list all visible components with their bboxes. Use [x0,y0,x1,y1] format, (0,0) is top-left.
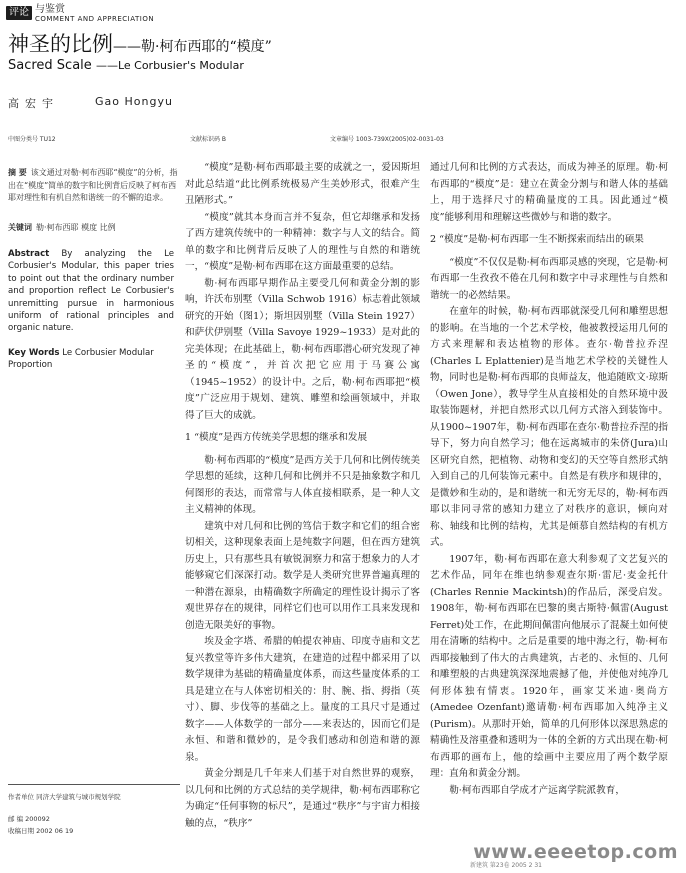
section-heading: 2 “模度”是勒·柯布西耶一生不断探索而结出的硕果 [430,234,644,245]
abstract-en-text: By analyzing the Le Corbusier's Modular, this paper tries to point out that the ordinary number and proportion reflect Le Corbusier's unremitting pursue in harmonious uniform of rational principles and organic nature. [8,249,174,334]
title-sub-cn: ——勒·柯布西耶的“模度” [113,39,272,55]
page-footer: 新建筑 第23卷 2005 2 31 [470,862,542,869]
body-column-middle [185,160,420,832]
body-paragraph: “模度”就其本身而言并不复杂，但它却继承和发扬了西方建筑传统中的一种精神：数字与人文的结合。简单的数字和比例背后反映了人的理性与自然的和谐统一，“模度”是勒·柯布西耶在这方面最重要的总结。 [185,211,420,272]
body-paragraph: 勒·柯布西耶自学成才产远离学院派教育， [449,784,625,796]
title-sub-en: ——Le Corbusier's Modular [95,59,244,72]
body-paragraph: “模度”是勒·柯布西耶最主要的成就之一，爱因斯坦对此总结道“此比例系统极易产生美妙形式，很难产生丑陋形式。” [185,162,420,206]
abstract-cn [8,166,178,205]
footnote-divider [8,784,180,785]
keywords-en-text: Le Corbusier Modular Proportion [8,348,154,371]
section-heading: 1 “模度”是西方传统美学思想的继承和发展 [185,432,368,443]
clc-number: 中图分类号 TU12 [8,136,56,143]
article-number: 文章编号 1003-739X(2005)02-0031-03 [330,136,444,143]
keywords-cn-label: 关键词 [8,222,32,232]
body-column-right [430,160,668,799]
received-date: 收稿日期 2002 06 19 [8,827,74,835]
abstract-en [8,248,174,335]
title-main-cn: 神圣的比例 [8,32,113,56]
postcode: 邮 编 200092 [8,815,50,823]
keywords-cn-text: 勒·柯布西耶 模度 比例 [36,223,116,232]
author-affiliation: 作者单位 同济大学建筑与城市规划学院 [8,793,121,801]
body-paragraph: 建筑中对几何和比例的笃信于数字和它们的组合密切相关，这种现象表面上是纯数字问题，但在西方建筑历史上，只有那些具有敏锐洞察力和富于想象力的人才能够窥它们深深打动。数学是人类研究世界普遍真理的一种潜在源泉，由精确数字所确定的理性设计揭示了客观世界存在的规律，同样它们也可以用作工具来发现和创造无限美好的事物。 [185,520,420,631]
document-code: 文献标识码 B [190,136,227,143]
body-paragraph: 勒·柯布西耶的“模度”是西方关于几何和比例传统美学思想的延续，这种几何和比例并不只是抽象数字和几何图形的表达，而常常与人体直接相联系，是一种人文主义精神的体现。 [185,454,420,515]
abstract-cn-label: 摘 要 [8,167,27,177]
body-paragraph: 1907年，勒·柯布西耶在意大利参观了文艺复兴的艺术作品，同年在维也纳参观查尔斯·雷尼·麦金托什(Charles Rennie Mackintsh)的作品后，深受启发。1908年，勒·柯布西耶在巴黎的奥古斯特·佩雷(August Ferret)处工作，在此期间佩雷向他展示了混凝土如何使用在清晰的结构中。之后是重要的地中海之行，勒·柯布西耶接触到了伟大的古典建筑，古老的、永恒的、几何和雕塑般的古典建筑深深地震撼了他，并使他对纯净几何形体独有情衷。1920年，画家艾米迪·奥尚方(Amedee Ozenfant)邀请勒·柯布西耶加入纯净主义(Purism)。从那时开始，简单的几何形体以深思熟虑的精确性及溶重叠和透明为一体的全新的方式出现在勒·柯布西耶的画布上，他的绘画中主要应用了两个数学原理：直角和黄金分割。 [430,553,668,779]
abstract-cn-text: 该文通过对勒·柯布西耶“模度”的分析，指出在“模度”简单的数字和比例背后反映了柯布西耶对理性和有机自然和谐统一的不懈的追求。 [8,168,178,202]
column-badge: 评论 [6,6,32,20]
article-title-cn [8,31,272,60]
body-paragraph: 在童年的时候，勒·柯布西耶就深受几何和雕塑思想的影响。在当地的一个艺术学校，他被教授运用几何的方式来理解和表达植物的形体。查尔·勒普拉乔涅(Charles L Eplattenier)是当地艺术学校的关键性人物，同时也是勒·柯布西耶的良师益友，他追随欧文·琼斯（Owen Jone），教导学生从直接相处的自然环境中汲取装饰题材，并把自然形式以几何方式溶入到装饰中。从1900~1907年，勒·柯布西耶在查尔·勒普拉乔涅的指导下，努力向自然学习；他在远离城市的朱侪(Jura)山区研究自然，把植物、动物和变幻的天空等自然形式纳入到自己的几何装饰元素中。自然是有秩序和规律的，是微妙和生动的，是和谐统一和无穷无尽的，勒·柯布西耶以非同寻常的感知力建立了对秩序的意识，倾向对称、轴线和比例的结构，尤其是倾慕自然结构的有机方式。 [430,306,668,548]
body-paragraph: “模度”不仅仅是勒·柯布西耶灵感的突现，它是勒·柯布西耶一生孜孜不倦在几何和数字中寻求理性与自然和谐统一的必然结果。 [430,256,668,301]
abstract-en-label: Abstract [8,249,50,259]
title-main-en: Sacred Scale [8,58,92,73]
keywords-en-label: Key Words [8,348,60,358]
body-paragraph: 埃及金字塔、希腊的帕提农神庙、印度寺庙和文艺复兴教堂等许多伟大建筑，在建造的过程中都采用了以数学规律为基础的精确量度体系，而这些量度体系的工具是建立在与人体密切相关的：肘、腕、指、拇指（英寸）、脚、步伐等的基础之上。量度的工具尺寸是通过数字——人体数学的一部分——来表达的，因而它们是永恒、和谐和微妙的，是令我们感动和创造和谐的源泉。 [185,636,420,763]
watermark: www.eeeetop.com [473,841,678,863]
column-title-en: COMMENT AND APPRECIATION [35,15,155,23]
body-paragraph: 勒·柯布西耶早期作品主要受几何和黄金分割的影响，许沃布别墅（Villa Schwob 1916）标志着此领域研究的开始（图1）；斯坦因别墅（Villa Stein 1927）和萨伏伊别墅（Villa Savoye 1929~1933）是对此的完美体现；在此基础上，勒·柯布西耶潜心研究发现了神圣的“模度”，并首次把它应用于马赛公寓（1945~1952）的设计中。之后，勒·柯布西耶把“模度”广泛应用于规划、建筑、雕塑和绘画领域中，并取得了巨大的成就。 [185,277,420,421]
keywords-en [8,347,174,372]
body-paragraph: 黄金分割是几千年来人们基于对自然世界的观察，以几何和比例的方式总结的美学规律，勒·柯布西耶称它为确定“任何事物的标尺”，是通过“秩序”与宇宙力相接触的点，“秩序” [185,768,420,829]
column-title-cn: 与鉴赏 [35,4,65,15]
author-name-cn: 高宏宇 [8,97,59,110]
body-paragraph: 通过几何和比例的方式表达，而成为神圣的原理。勒·柯布西耶的“模度”是：建立在黄金分割与和谐人体的基础上，用于选择尺寸的精确量度的工具。因此通过“模度”能够利用和理解这些微妙与和谐的数字。 [430,162,668,223]
author-name-en: Gao Hongyu [95,95,173,108]
article-title-en [8,58,244,73]
keywords-cn [8,222,178,233]
